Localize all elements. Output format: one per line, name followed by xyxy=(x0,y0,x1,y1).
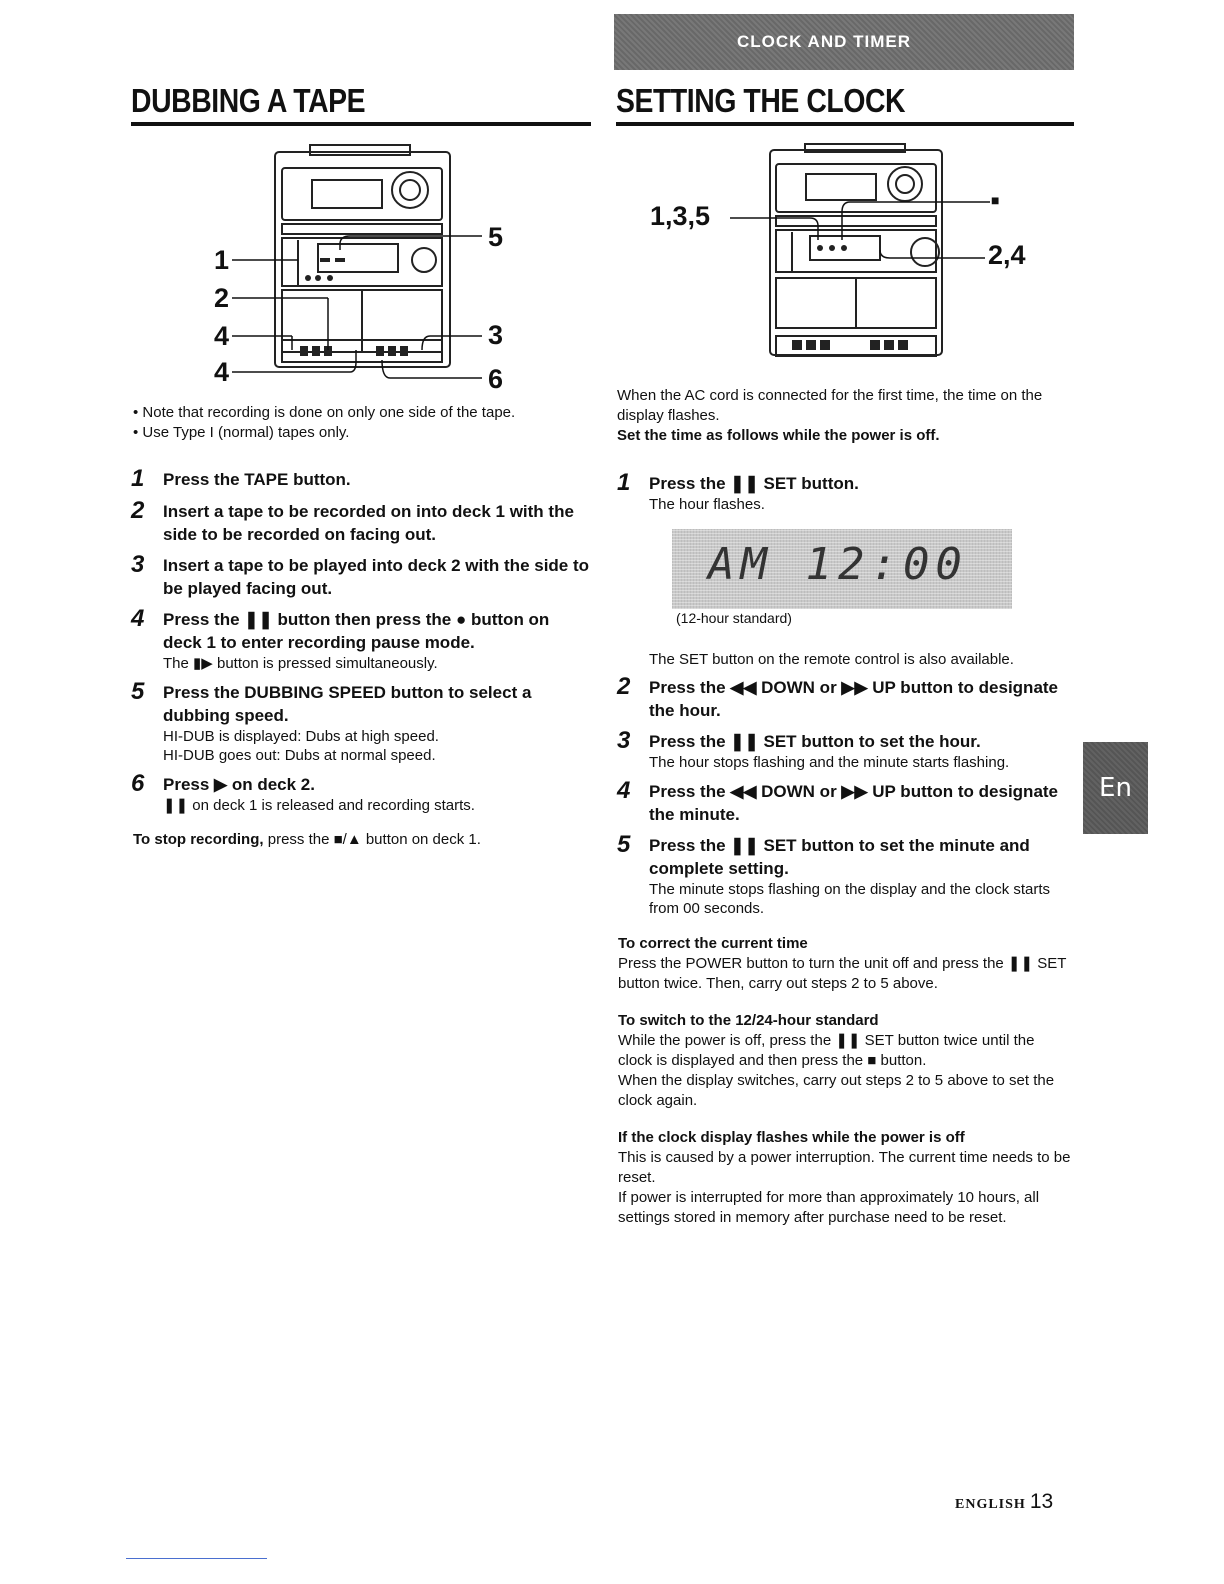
stop-recording-text: press the ■/▲ button on deck 1. xyxy=(263,831,481,848)
intro-text: When the AC cord is connected for the first time, the time on the display flashes. xyxy=(617,387,1043,424)
dubbing-steps xyxy=(131,465,591,815)
page-footer xyxy=(955,1490,1053,1514)
step-note: HI-DUB is displayed: Dubs at high speed. xyxy=(163,728,439,745)
stop-button-icon: ■ xyxy=(991,192,1000,208)
step-note: The hour flashes. xyxy=(649,496,765,513)
note-text: Press the POWER button to turn the unit off and press the ❚❚ SET button twice. Then, carry out steps 2 to 5 above. xyxy=(618,955,1067,992)
note-text: This is caused by a power interruption. The current time needs to be reset. xyxy=(618,1149,1071,1186)
callout-4b: 4 xyxy=(214,357,230,387)
step-number: 5 xyxy=(617,831,631,858)
step-title: Press the TAPE button. xyxy=(163,470,351,489)
callout-2-4: 2,4 xyxy=(988,240,1026,270)
step-number: 2 xyxy=(131,497,145,524)
dubbing-bullets xyxy=(133,403,583,443)
stop-recording-note xyxy=(133,830,593,850)
note-heading: If the clock display flashes while the power is off xyxy=(618,1129,965,1146)
clock-display xyxy=(672,529,1012,609)
clock-steps xyxy=(617,673,1067,918)
step-item xyxy=(131,678,591,765)
bullet-item: • Use Type I (normal) tapes only. xyxy=(133,424,350,441)
step-item xyxy=(617,727,1067,772)
right-title-rule xyxy=(616,122,1074,126)
step-title: Press the ◀◀ DOWN or ▶▶ UP button to designate the minute. xyxy=(649,782,1059,824)
remote-note: The SET button on the remote control is also available. xyxy=(649,651,1014,668)
step-item xyxy=(617,831,1067,918)
step-item xyxy=(131,465,591,492)
switch-standard-note xyxy=(618,1011,1068,1111)
callout-6: 6 xyxy=(488,364,504,394)
note-text: While the power is off, press the ❚❚ SET button twice until the clock is displayed and then press the ■ button. xyxy=(618,1032,1035,1069)
clock-intro xyxy=(617,386,1077,446)
step-number: 2 xyxy=(617,673,631,700)
note-heading: To correct the current time xyxy=(618,935,808,952)
bottom-divider xyxy=(126,1558,267,1559)
dubbing-diagram xyxy=(200,140,520,400)
step-number: 6 xyxy=(131,770,145,797)
callout-1: 1 xyxy=(214,245,230,275)
note-heading: To switch to the 12/24-hour standard xyxy=(618,1012,879,1029)
step-item xyxy=(617,777,1067,826)
display-caption: (12-hour standard) xyxy=(676,610,792,626)
step-title: Press the ◀◀ DOWN or ▶▶ UP button to designate the hour. xyxy=(649,678,1059,720)
language-tab xyxy=(1083,742,1148,834)
dubbing-title: DUBBING A TAPE xyxy=(131,82,366,119)
step-item xyxy=(131,605,591,673)
step-title: Press the ❚❚ button then press the ● button on deck 1 to enter recording pause mode. xyxy=(163,610,550,652)
step-title: Press ▶ on deck 2. xyxy=(163,775,315,794)
step-note: ❚❚ on deck 1 is released and recording starts. xyxy=(163,797,475,814)
step-item xyxy=(131,551,591,600)
step-note: The hour stops flashing and the minute starts flashing. xyxy=(649,754,1010,771)
step-number: 1 xyxy=(131,465,145,492)
section-banner xyxy=(614,14,1074,70)
stop-recording-label: To stop recording, xyxy=(133,831,264,848)
note-text: If power is interrupted for more than approximately 10 hours, all settings stored in memory after purchase need to be reset. xyxy=(618,1189,1040,1226)
clock-title: SETTING THE CLOCK xyxy=(616,82,906,119)
step-item xyxy=(131,770,591,815)
intro-bold-text: Set the time as follows while the power is off. xyxy=(617,427,940,444)
display-time: AM 12:00 xyxy=(708,539,968,590)
bullet-item: • Note that recording is done on only one side of the tape. xyxy=(133,404,516,421)
step-number: 5 xyxy=(131,678,145,705)
clock-step-1 xyxy=(617,469,1057,514)
step-title: Press the DUBBING SPEED button to select a dubbing speed. xyxy=(163,683,532,725)
footer-language: ENGLISH xyxy=(955,1497,1026,1512)
callout-5: 5 xyxy=(488,222,504,252)
step-number: 3 xyxy=(131,551,145,578)
step-note: HI-DUB goes out: Dubs at normal speed. xyxy=(163,747,436,764)
step-note: The ▮▶ button is pressed simultaneously. xyxy=(163,655,438,672)
flashing-display-note xyxy=(618,1128,1073,1228)
callout-4a: 4 xyxy=(214,321,230,351)
step-title: Press the ❚❚ SET button to set the hour. xyxy=(649,732,981,751)
step-number: 4 xyxy=(131,605,145,632)
left-title-rule xyxy=(131,122,591,126)
callout-2: 2 xyxy=(214,283,230,313)
step-number: 3 xyxy=(617,727,631,754)
callout-1-3-5: 1,3,5 xyxy=(650,201,711,231)
step-number: 4 xyxy=(617,777,631,804)
banner-text: CLOCK AND TIMER xyxy=(737,32,911,51)
step-title: Insert a tape to be played into deck 2 with the side to be played facing out. xyxy=(163,556,590,598)
callout-3: 3 xyxy=(488,320,504,350)
step-title: Press the ❚❚ SET button to set the minute and complete setting. xyxy=(649,836,1030,878)
note-text: When the display switches, carry out steps 2 to 5 above to set the clock again. xyxy=(618,1072,1055,1109)
step-item xyxy=(131,497,591,546)
step-title: Insert a tape to be recorded on into deck 1 with the side to be recorded on facing out. xyxy=(163,502,574,544)
language-tab-label: En xyxy=(1099,773,1132,803)
step-number: 1 xyxy=(617,469,631,496)
step-item xyxy=(617,673,1067,722)
step-note: The minute stops flashing on the display and the clock starts from 00 seconds. xyxy=(649,881,1051,917)
correct-time-note xyxy=(618,934,1068,994)
page-number: 13 xyxy=(1029,1490,1054,1513)
step-title: Press the ❚❚ SET button. xyxy=(649,474,859,493)
